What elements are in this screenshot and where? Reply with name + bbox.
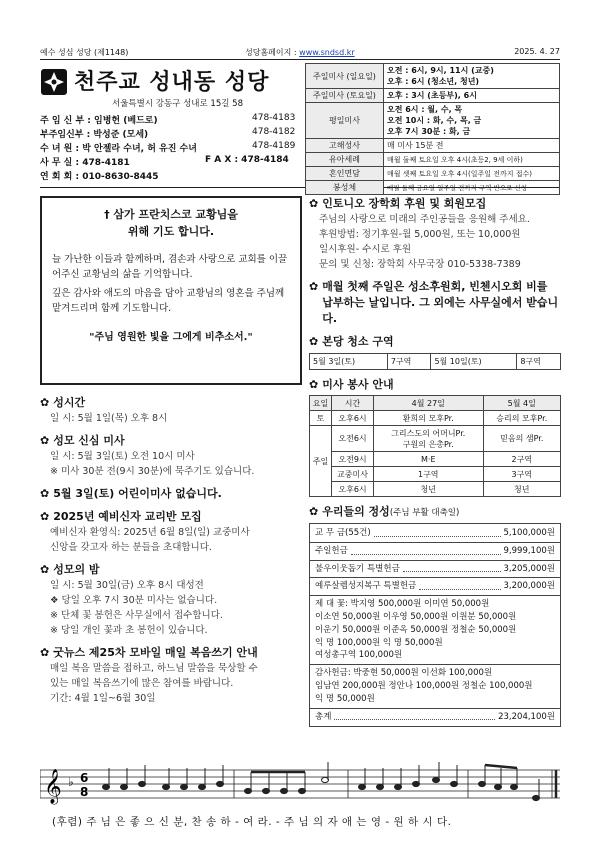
flower-bullet-icon: ✿ [40, 510, 50, 523]
section-children-mass: ✿ 5월 3일(토) 어린이미사 없습니다. [40, 487, 222, 500]
section-scholarship: ✿ 인토니오 장학회 후원 및 회원모집 주님의 사랑으로 미래의 주인공들을 응원해 주세요. 후원방법: 정기후원-월 5,000원, 또는 10,000원 일시후원- 수시로 후원 문의 및 신청: 장학회 사무국장 010-5338-7389 [309, 197, 530, 270]
issue-date: 2025. 4. 27 [514, 47, 560, 56]
section-dues-notice: ✿ 매월 첫째 주일은 성소후원회, 빈첸시오회 비를 납부하는 날입니다. 그 외에는 사무실에서 받습니다. [309, 280, 559, 325]
offering-total: 총계 23,204,100원 [315, 711, 555, 722]
flower-bullet-icon: ✿ [309, 505, 319, 518]
parish-title: 천주교 성내동 성당 [74, 70, 270, 95]
prayer-box [40, 196, 302, 385]
prayer-quote: "주님 영원한 빛을 그에게 비추소서." [89, 332, 253, 343]
staff-row: 연 회 회 : 010-8630-8445 [40, 172, 159, 182]
section-mary-night: ✿ 성모의 밤 일 시: 5월 30일(금) 오후 8시 대성전 ❖ 당일 오후 7시 30분 미사는 없습니다. ※ 단체 꽃 봉헌은 사무실에서 접수합니다. ※ 당일 개인 꽃과 초 봉헌이 있습니다. [40, 563, 223, 636]
prayer-heading: 위해 기도 합니다. [127, 225, 215, 238]
flower-bullet-icon: ✿ [309, 280, 319, 293]
flower-donations: 제 대 꽃: 박지영 500,000원 이미연 50,000원 [315, 599, 490, 610]
flower-bullet-icon: ✿ [309, 197, 319, 210]
flower-bullet-icon: ✿ [40, 487, 50, 500]
section-gospel-writing: ✿ 굿뉴스 제25차 모바일 매일 복음쓰기 안내 매일 복음 말씀을 접하고, 하느님 말씀을 묵상할 수 있는 매일 복음쓰기에 많은 참여를 바랍니다. 기간: 4월 1일~6월 30일 [40, 646, 258, 704]
thanks-donations: 감사헌금: 박중현 50,000원 이선화 100,000원 [315, 668, 493, 679]
offering-row: 불우이웃돕기 특별헌금 3,205,000원 [315, 563, 555, 574]
staff-row: 주 임 신 부 : 임병헌 (베드로) 478-4183 [40, 113, 296, 126]
mass-schedule-table: 주일미사 (일요일) 오전 : 6시, 9시, 11시 (교중) 오후 : 6시 (청소년, 청년) 주일미사 (토요일) 오후 : 3시 (초등부), 6시 평일미사 오전 6시 : 월, 수, 목 오전 10시 : 화, 수, 목, 금 오후 7시 30분 : 화, 금 고해성사 매 미사 15분 전 유아세례 매월 둘째 토요일 오후 4시(초등2, 9세 이하) 혼인면담 매월 셋째 토요일 오후 4시(일주일 전까지 접수) 봉성체 매월 둘째 금요일 일주일 전까지 구역 반으로 신청 [305, 63, 560, 195]
prayer-heading: † 삼가 프란치스코 교황님을 [104, 208, 238, 221]
section-offerings: ✿ 우리들의 정성(주님 부활 대축일) 교 무 금(55건) 5,100,000원 주일헌금 9,999,100원 불우이웃돕기 특별헌금 3,205,000원 예루살렘성지복구 특별헌금 3,200,000원 제 대 꽃: 박지영 500,000원 이미연 50,000원 이소연 50,000원 이우영 50,000원 이원분 50,000원 이운기 50,000원 이준옥 50,000원 정철순 50,000원 익 명 100,000원 익 명 50,000원 여성총구역 100,000원 감사헌금: 박중현 50,000원 이선화 100,000원 임남연 200,000원 정안나 100,000원 정철순 100,000원 익 명 50,000원 총계 23,204,100원 [309, 504, 561, 727]
hymn-lyrics: (후렴) 주 님 은 좋 으 신 분, 찬 송 하 - 여 라. - 주 님 의 자 애 는 영 - 원 하 시 다. [52, 816, 452, 828]
treble-clef-icon: 𝄞 [44, 769, 62, 804]
offerings-box: 교 무 금(55건) 5,100,000원 주일헌금 9,999,100원 불우이웃돕기 특별헌금 3,205,000원 예루살렘성지복구 특별헌금 3,200,000원 제 대 꽃: 박지영 500,000원 이미연 50,000원 이소연 50,000원 이우영 50,000원 이원분 50,000원 이운기 50,000원 이준옥 50,000원 정철순 50,000원 익 명 100,000원 익 명 50,000원 여성총구역 100,000원 감사헌금: 박중현 50,000원 이선화 100,000원 임남연 200,000원 정안나 100,000원 정철순 100,000원 익 명 50,000원 총계 23,204,100원 [309, 523, 561, 727]
flower-bullet-icon: ✿ [40, 434, 50, 447]
homepage-link[interactable]: www.sndsd.kr [299, 48, 355, 57]
offering-row: 예루살렘성지복구 특별헌금 3,200,000원 [315, 581, 555, 592]
music-staff [40, 760, 560, 830]
staff-list [40, 113, 300, 183]
staff-row: 부주임신부 : 박성준 (모세) 478-4182 [40, 127, 296, 140]
offering-row: 주일헌금 9,999,100원 [315, 545, 555, 556]
section-holy-hour: ✿ 성시간 일 시: 5월 1일(목) 오후 8시 [40, 396, 168, 424]
top-bar [40, 46, 560, 60]
svg-text:♭: ♭ [68, 775, 74, 789]
left-column [40, 196, 302, 706]
flower-bullet-icon: ✿ [40, 396, 50, 409]
section-catechumen: ✿ 2025년 예비신자 교리반 모집 예비신자 환영식: 2025년 6월 8일(일) 교중미사 신앙을 갖고자 하는 분들을 초대합니다. [40, 510, 250, 553]
staff-row: 수 녀 원 : 박 안젤라 수녀, 허 유진 수녀 478-4189 [40, 141, 296, 154]
section-cleaning-zone: ✿ 본당 청소 구역 5월 3일(토) 7구역 5월 10일(토) 8구역 [309, 334, 561, 370]
sheet-music [40, 760, 560, 812]
offering-row: 교 무 금(55건) 5,100,000원 [315, 528, 555, 538]
staff-row: 사 무 실 : 478-4181 F A X : 478-4184 [40, 155, 289, 168]
flower-bullet-icon: ✿ [309, 335, 319, 348]
cleaning-zone-table: 5월 3일(토) 7구역 5월 10일(토) 8구역 [309, 353, 561, 370]
flower-bullet-icon: ✿ [309, 378, 319, 391]
mass-duty-table: 요일 시간 4월 27일 5월 4일 토 오후6시 환희의 모후Pr. 승리의 모후Pr. 주일 오전6시 그리스도의 어머니Pr. 구원의 은총Pr. 믿음의 샘Pr. 오전9시 M·E 2구역 교중미사 1구역 3구역 오후6시 청년 청년 [309, 395, 561, 497]
flower-bullet-icon: ✿ [40, 563, 50, 576]
section-marian-mass: ✿ 성모 신심 미사 일 시: 5월 3일(토) 오전 10시 미사 ※ 미사 30분 전(9시 30분)에 묵주기도 있습니다. [40, 434, 255, 477]
prayer-body: 깊은 감사와 애도의 마음을 담아 교황님의 영혼을 주님께 맡겨드리며 함께 기도합니다. [52, 288, 285, 314]
flower-bullet-icon: ✿ [40, 646, 50, 659]
section-mass-duty: ✿ 미사 봉사 안내 요일 시간 4월 27일 5월 4일 토 오후6시 환희의 모후Pr. 승리의 모후Pr. 주일 오전6시 그리스도의 어머니Pr. 구원의 은총Pr. 믿음의 샘Pr. 오전9시 M·E 2구역 교중미사 1구역 3구역 오후6시 청년 청년 [309, 377, 561, 497]
issue-label: 예수 성심 성당 (제1148) [40, 48, 129, 57]
parish-logo-icon [40, 68, 68, 96]
homepage: 성당홈페이지 : www.sndsd.kr [245, 48, 355, 57]
parish-address: 서울특별시 강동구 성내로 15길 58 [112, 99, 243, 109]
prayer-body: 늘 가난한 이들과 함께하며, 겸손과 사랑으로 교회를 이끌어주신 교황님의 삶을 기억합니다. [52, 254, 288, 280]
svg-text:6: 6 [80, 771, 89, 785]
right-column [309, 196, 561, 727]
svg-text:8: 8 [80, 785, 89, 799]
header [40, 63, 560, 192]
